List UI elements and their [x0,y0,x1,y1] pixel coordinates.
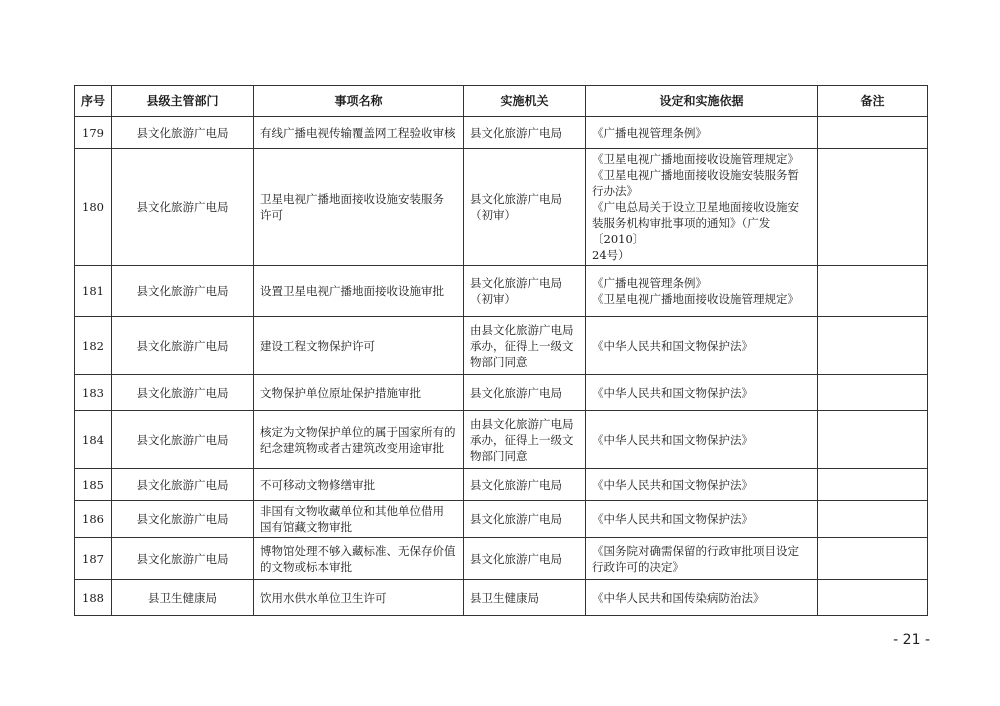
cell-basis [586,501,818,538]
cell-item-name [254,580,464,616]
cell-agency-line: 物部门同意 [470,448,528,463]
cell-no: 183 [75,375,112,411]
cell-basis [586,317,818,375]
cell-item-name-line: 卫星电视广播地面接收设施安装服务 [260,192,444,206]
cell-basis-line: 行办法》 [592,184,638,198]
cell-basis-line: 装服务机构审批事项的通知》（广发〔2010〕 [592,216,771,246]
cell-item-name [254,411,464,469]
cell-department: 县文化旅游广电局 [112,149,254,266]
cell-basis-line: 《中华人民共和国文物保护法》 [592,385,753,400]
cell-basis-line: 《中华人民共和国文物保护法》 [592,477,753,492]
cell-agency-line: 县文化旅游广电局 [470,192,562,206]
cell-basis-line: 《广播电视管理条例》 [592,125,707,140]
cell-basis-line: 《卫星电视广播地面接收设施管理规定》 [592,152,799,166]
approval-items-table [74,85,928,616]
cell-basis-line: 《广播电视管理条例》 [592,276,707,290]
cell-item-name [254,117,464,149]
cell-item-name-line: 博物馆处理不够入藏标准、无保存价值 [260,543,456,558]
cell-agency [464,501,586,538]
cell-note [818,117,928,149]
cell-note [818,266,928,317]
header-item-name: 事项名称 [254,86,464,117]
cell-no: 187 [75,538,112,580]
table-row [75,266,928,317]
cell-basis-line: 行政许可的决定》 [592,559,684,574]
cell-agency [464,580,586,616]
cell-agency [464,266,586,317]
cell-item-name-line: 有线广播电视传输覆盖网工程验收审核 [260,125,456,140]
cell-note [818,149,928,266]
cell-agency-line: （初审） [470,208,516,222]
cell-item-name-line: 非国有文物收藏单位和其他单位借用 [260,504,444,518]
cell-department: 县文化旅游广电局 [112,411,254,469]
cell-item-name-line: 文物保护单位原址保护措施审批 [260,385,421,400]
cell-item-name-line: 纪念建筑物或者古建筑改变用途审批 [260,440,444,455]
table-row [75,501,928,538]
cell-agency-line: 县文化旅游广电局 [470,125,562,140]
cell-agency-line: 县文化旅游广电局 [470,551,562,566]
cell-department: 县文化旅游广电局 [112,375,254,411]
cell-note [818,538,928,580]
header-department: 县级主管部门 [112,86,254,117]
cell-department: 县文化旅游广电局 [112,117,254,149]
cell-department: 县文化旅游广电局 [112,266,254,317]
cell-agency [464,411,586,469]
header-basis: 设定和实施依据 [586,86,818,117]
table-row [75,375,928,411]
cell-department: 县文化旅游广电局 [112,538,254,580]
cell-item-name [254,469,464,501]
table-row [75,580,928,616]
cell-agency-line: 由县文化旅游广电局 [470,322,574,337]
cell-basis-line: 《中华人民共和国文物保护法》 [592,338,753,353]
cell-note [818,411,928,469]
document-page [74,85,927,616]
cell-agency-line: 承办，征得上一级文 [470,338,574,353]
cell-item-name-line: 核定为文物保护单位的属于国家所有的 [260,424,456,439]
cell-basis-line: 《广电总局关于设立卫星地面接收设施安 [592,200,799,214]
cell-note [818,375,928,411]
table-body [75,117,928,616]
cell-basis [586,538,818,580]
cell-no: 185 [75,469,112,501]
table-row [75,317,928,375]
cell-no: 186 [75,501,112,538]
cell-department: 县文化旅游广电局 [112,317,254,375]
cell-item-name-line: 不可移动文物修缮审批 [260,477,375,492]
cell-item-name [254,149,464,266]
cell-agency-line: 物部门同意 [470,354,528,369]
cell-basis [586,469,818,501]
cell-item-name [254,501,464,538]
cell-no: 181 [75,266,112,317]
cell-item-name-line: 饮用水供水单位卫生许可 [260,590,387,605]
cell-basis-line: 24号） [592,248,630,262]
cell-item-name [254,538,464,580]
cell-note [818,501,928,538]
cell-item-name [254,375,464,411]
cell-agency-line: 县文化旅游广电局 [470,512,562,526]
table-row [75,469,928,501]
cell-item-name-line: 建设工程文物保护许可 [260,338,375,353]
cell-item-name-line: 许可 [260,208,283,222]
cell-agency-line: 县卫生健康局 [470,590,539,605]
cell-note [818,317,928,375]
cell-agency [464,375,586,411]
cell-no: 182 [75,317,112,375]
cell-item-name [254,266,464,317]
cell-basis-line: 《中华人民共和国文物保护法》 [592,512,753,526]
page-number: - 21 - [893,632,930,648]
cell-basis-line: 《卫星电视广播地面接收设施安装服务暂 [592,168,799,182]
cell-agency-line: 由县文化旅游广电局 [470,416,574,431]
cell-basis [586,117,818,149]
cell-basis-line: 《中华人民共和国传染病防治法》 [592,590,765,605]
cell-no: 188 [75,580,112,616]
table-row [75,117,928,149]
cell-agency-line: 承办，征得上一级文 [470,432,574,447]
header-note: 备注 [818,86,928,117]
cell-department: 县卫生健康局 [112,580,254,616]
cell-no: 180 [75,149,112,266]
cell-department: 县文化旅游广电局 [112,501,254,538]
cell-item-name-line: 设置卫星电视广播地面接收设施审批 [260,284,444,298]
cell-note [818,469,928,501]
table-row [75,149,928,266]
cell-basis-line: 《中华人民共和国文物保护法》 [592,432,753,447]
cell-basis [586,411,818,469]
cell-department: 县文化旅游广电局 [112,469,254,501]
cell-item-name-line: 的文物或标本审批 [260,559,352,574]
cell-item-name [254,317,464,375]
cell-agency [464,117,586,149]
header-no: 序号 [75,86,112,117]
cell-agency-line: 县文化旅游广电局 [470,276,562,290]
table-header-row [75,86,928,117]
cell-basis [586,266,818,317]
cell-no: 179 [75,117,112,149]
cell-no: 184 [75,411,112,469]
cell-agency [464,149,586,266]
cell-basis [586,375,818,411]
cell-agency-line: 县文化旅游广电局 [470,477,562,492]
cell-basis-line: 《卫星电视广播地面接收设施管理规定》 [592,292,799,306]
table-row [75,411,928,469]
cell-agency [464,469,586,501]
cell-item-name-line: 国有馆藏文物审批 [260,520,352,534]
header-agency: 实施机关 [464,86,586,117]
cell-basis [586,580,818,616]
cell-note [818,580,928,616]
cell-agency [464,538,586,580]
cell-agency-line: （初审） [470,292,516,306]
table-row [75,538,928,580]
cell-basis [586,149,818,266]
cell-basis-line: 《国务院对确需保留的行政审批项目设定 [592,543,799,558]
cell-agency-line: 县文化旅游广电局 [470,385,562,400]
cell-agency [464,317,586,375]
